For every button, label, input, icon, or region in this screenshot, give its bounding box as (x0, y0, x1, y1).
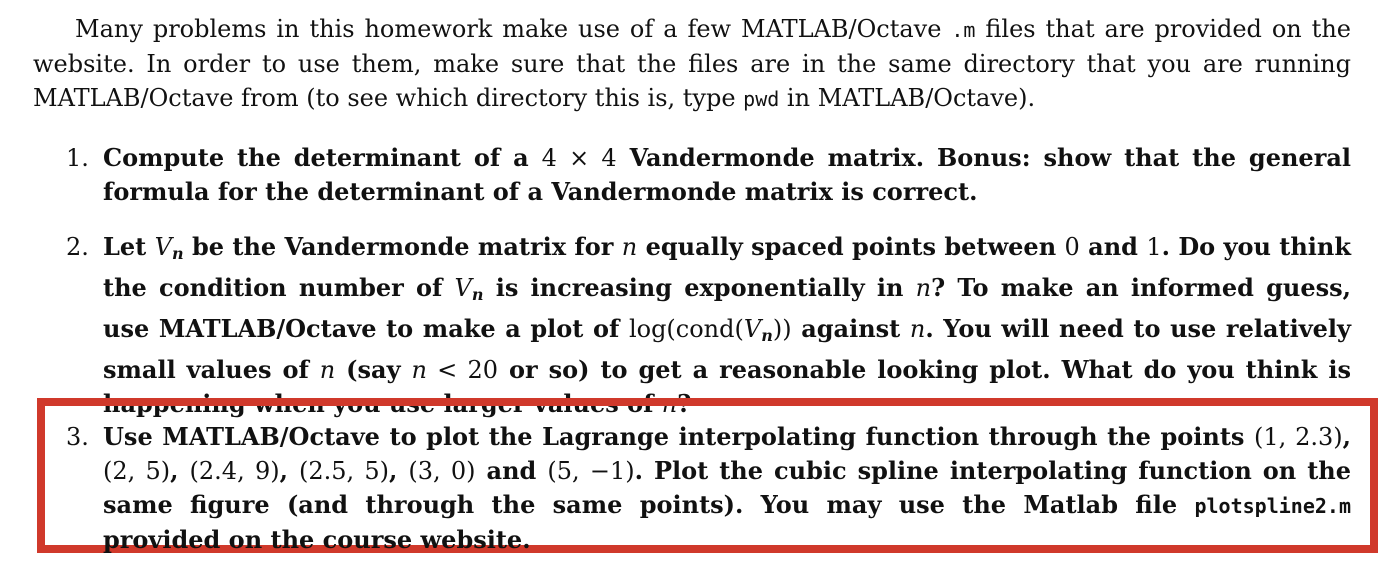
problem-number: 1. (66, 144, 89, 172)
math-subscript: n (471, 285, 484, 304)
math-n: n (319, 356, 336, 384)
math-v: V (154, 233, 172, 261)
comma: , (389, 456, 409, 485)
math-less-than-20: < 20 (426, 356, 499, 384)
text: (say (335, 355, 412, 384)
text: Let (103, 232, 155, 261)
text: against (791, 314, 910, 343)
problem-2 (66, 230, 1351, 421)
problem-1-text-b: Vandermonde matrix. Bonus: show that the general formula for the determinant of a Vandermonde matrix is correct. (103, 143, 1352, 206)
pwd-command: pwd (743, 87, 780, 111)
problem-3 (66, 420, 1351, 557)
math-one: 1 (1146, 233, 1162, 261)
text: or so) to get a reasonable looking plot. What do you think is happening when you use larger values of (103, 355, 1351, 418)
text: . Plot the cubic spline interpolating function on the same figure (and through the same points). You may use the Matlab file (103, 456, 1352, 519)
math-v: V (743, 315, 762, 343)
math-close-paren: )) (772, 315, 792, 343)
text: and (1079, 232, 1147, 261)
text: Use MATLAB/Octave to plot the Lagrange interpolating function through the points (103, 422, 1254, 451)
m-file-extension: .m (951, 18, 976, 42)
text: ? To make an informed guess, use MATLAB/Octave to make a plot of (103, 273, 1351, 343)
text: provided on the course website. (103, 525, 531, 554)
math-zero: 0 (1064, 233, 1080, 261)
problem-number: 2. (66, 233, 89, 261)
math-subscript: n (761, 326, 773, 345)
text: is increasing exponentially in (483, 273, 916, 302)
intro-text-1: Many problems in this homework make use of a few MATLAB/Octave (75, 15, 952, 43)
text: . You will need to use relatively small values of (103, 314, 1351, 384)
intro-paragraph (33, 12, 1351, 116)
text: . Do you think the condition number of (103, 232, 1351, 302)
problem-text (103, 141, 1351, 209)
math-v: V (454, 274, 472, 302)
plotspline-file: plotspline2.m (1194, 494, 1351, 518)
comma: , (170, 456, 190, 485)
point: (2.4, 9) (189, 457, 280, 485)
text: and (475, 456, 548, 485)
comma: , (1342, 422, 1351, 451)
problem-text (103, 420, 1351, 557)
math-n: n (661, 390, 678, 418)
math-log-cond: log(cond( (628, 315, 744, 343)
intro-text-3: in MATLAB/Octave). (779, 84, 1036, 112)
comma: , (279, 456, 299, 485)
problem-1-text-a: Compute the determinant of a (103, 143, 542, 172)
math-n: n (909, 315, 926, 343)
text: be the Vandermonde matrix for (183, 232, 622, 261)
point: (2, 5) (103, 457, 171, 485)
text: ? (677, 389, 692, 418)
math-n: n (411, 356, 427, 384)
point: (1, 2.3) (1254, 423, 1343, 451)
intro-text-2: files that are provided on the website. In order to use them, make sure that the files are in the same directory that you are running MATLAB/Octave from (to see which directory this is, type (33, 15, 1351, 112)
math-n: n (621, 233, 638, 261)
problem-1 (66, 141, 1351, 209)
point: (3, 0) (408, 457, 476, 485)
point: (5, −1) (547, 457, 635, 485)
point: (2.5, 5) (298, 457, 390, 485)
text: equally spaced points between (637, 232, 1065, 261)
matrix-size: 4 × 4 (541, 144, 617, 172)
math-n: n (915, 274, 932, 302)
math-subscript: n (171, 244, 184, 263)
problem-text (103, 230, 1351, 421)
problem-number: 3. (66, 423, 89, 451)
